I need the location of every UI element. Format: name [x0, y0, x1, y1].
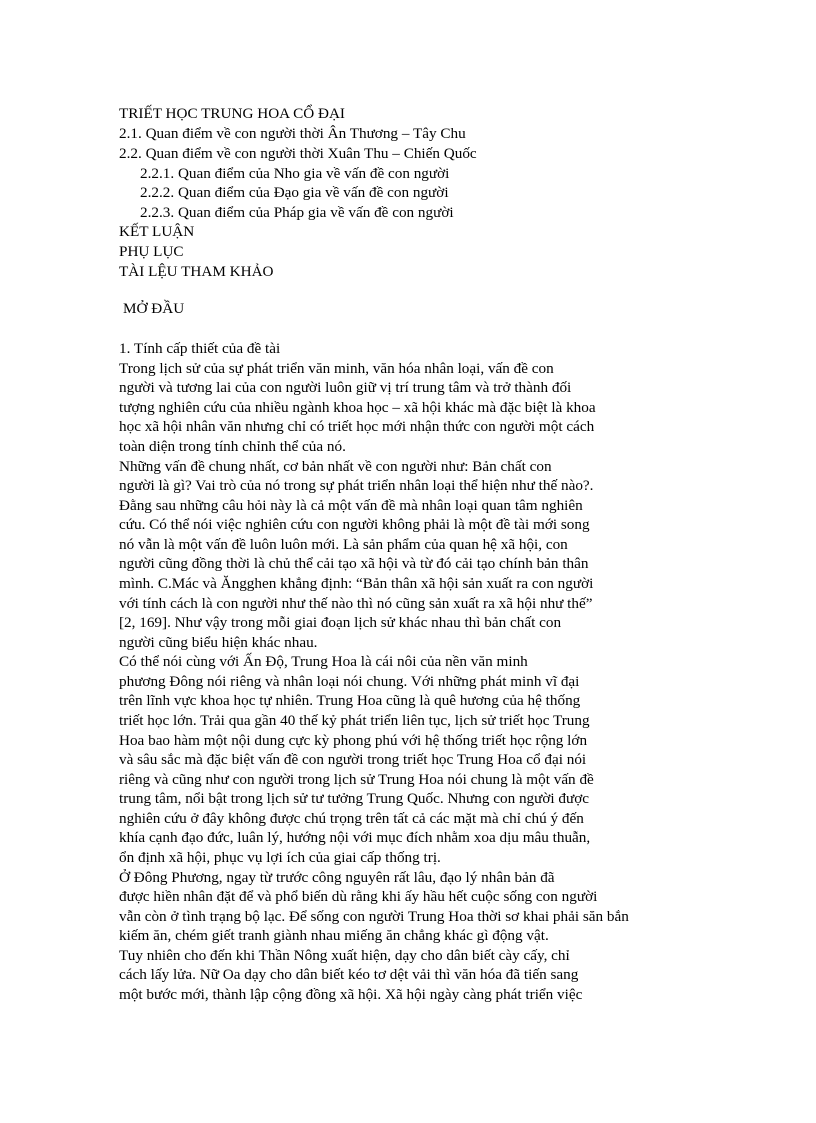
intro-heading: MỞ ĐẦU [123, 300, 185, 317]
toc-item-2-2-3: 2.2.3. Quan điểm của Pháp gia về vấn đề con người [140, 204, 454, 221]
toc-chapter-title: TRIẾT HỌC TRUNG HOA CỔ ĐẠI [119, 105, 345, 122]
body-line: Những vấn đề chung nhất, cơ bản nhất về con người như: Bản chất con [119, 458, 552, 475]
body-line: người cũng đồng thời là chủ thể cải tạo xã hội và từ đó cải tạo chính bản thân [119, 555, 589, 572]
body-line: học xã hội nhân văn nhưng chỉ có triết học mới nhận thức con người một cách [119, 418, 595, 435]
body-line: cứu. Có thể nói việc nghiên cứu con người không phải là một đề tài mới song [119, 516, 590, 533]
body-line: người và tương lai của con người luôn giữ vị trí trung tâm và trở thành đối [119, 379, 572, 396]
toc-item-2-2-1: 2.2.1. Quan điểm của Nho gia về vấn đề con người [140, 165, 450, 182]
body-line: khía cạnh đạo đức, luân lý, hướng nội với mục đích nhằm xoa dịu mâu thuẫn, [119, 829, 591, 846]
toc-appendix: PHỤ LỤC [119, 243, 184, 260]
body-line: Hoa bao hàm một nội dung cực kỳ phong phú với hệ thống triết học rộng lớn [119, 732, 588, 749]
body-line: phương Đông nói riêng và nhân loại nói chung. Với những phát minh vĩ đại [119, 673, 580, 690]
body-line: Đằng sau những câu hỏi này là cả một vấn đề mà nhân loại quan tâm nghiên [119, 497, 583, 514]
body-line: Tuy nhiên cho đến khi Thần Nông xuất hiện, dạy cho dân biết cày cấy, chỉ [119, 947, 570, 964]
body-line: nó vẫn là một vấn đề luôn luôn mới. Là sản phẩm của quan hệ xã hội, con [119, 536, 568, 553]
body-line: trên lĩnh vực khoa học tự nhiên. Trung Hoa cũng là quê hương của hệ thống [119, 692, 581, 709]
toc-references: TÀI LỆU THAM KHẢO [119, 263, 274, 280]
body-line: Trong lịch sử của sự phát triển văn minh, văn hóa nhân loại, vấn đề con [119, 360, 554, 377]
body-line: trung tâm, nổi bật trong lịch sử tư tưởng Trung Quốc. Nhưng con người được [119, 790, 590, 807]
body-line: vẫn còn ở tình trạng bộ lạc. Để sống con người Trung Hoa thời sơ khai phải săn bắn [119, 908, 629, 925]
body-line: triết học lớn. Trải qua gần 40 thế kỷ phát triển liên tục, lịch sử triết học Trung [119, 712, 590, 729]
body-line: [2, 169]. Như vậy trong mỗi giai đoạn lịch sử khác nhau thì bản chất con [119, 614, 562, 631]
toc-item-2-2: 2.2. Quan điểm về con người thời Xuân Thu – Chiến Quốc [119, 145, 477, 162]
body-line: toàn diện trong tính chỉnh thể của nó. [119, 438, 346, 455]
toc-item-2-2-2: 2.2.2. Quan điểm của Đạo gia về vấn đề con người [140, 184, 449, 201]
body-line: người cũng biểu hiện khác nhau. [119, 634, 318, 651]
body-line: Ở Đông Phương, ngay từ trước công nguyên rất lâu, đạo lý nhân bản đã [119, 869, 555, 886]
body-line: mình. C.Mác và Ăngghen khẳng định: “Bản thân xã hội sản xuất ra con người [119, 575, 594, 592]
toc-item-2-1: 2.1. Quan điểm về con người thời Ân Thương – Tây Chu [119, 125, 466, 142]
body-line: riêng và cũng như con người trong lịch sử Trung Hoa nói chung là một vấn đề [119, 771, 594, 788]
body-line: được hiền nhân đặt để và phổ biến dù rằng khi ấy hầu hết cuộc sống con người [119, 888, 598, 905]
section-title: 1. Tính cấp thiết của đề tài [119, 340, 281, 357]
body-line: kiếm ăn, chém giết tranh giành nhau miếng ăn chẳng khác gì động vật. [119, 927, 549, 944]
body-line: Có thể nói cùng với Ấn Độ, Trung Hoa là cái nôi của nền văn minh [119, 653, 528, 670]
body-line: và sâu sắc mà đặc biệt vấn đề con người trong triết học Trung Hoa cổ đại nói [119, 751, 587, 768]
body-line: với tính cách là con người như thế nào thì nó cũng sản xuất ra xã hội như thế” [119, 595, 593, 612]
body-line: một bước mới, thành lập cộng đồng xã hội. Xã hội ngày càng phát triển việc [119, 986, 583, 1003]
body-line: tượng nghiên cứu của nhiều ngành khoa học – xã hội khác mà đặc biệt là khoa [119, 399, 596, 416]
body-line: ổn định xã hội, phục vụ lợi ích của giai cấp thống trị. [119, 849, 441, 866]
body-line: nghiên cứu ở đây không được chú trọng trên tất cả các mặt mà chỉ chú ý đến [119, 810, 584, 827]
toc-conclusion: KẾT LUẬN [119, 223, 195, 240]
body-line: người là gì? Vai trò của nó trong sự phát triển nhân loại thể hiện như thế nào?. [119, 477, 594, 494]
body-line: cách lấy lửa. Nữ Oa dạy cho dân biết kéo tơ dệt vải thì văn hóa đã tiến sang [119, 966, 579, 983]
